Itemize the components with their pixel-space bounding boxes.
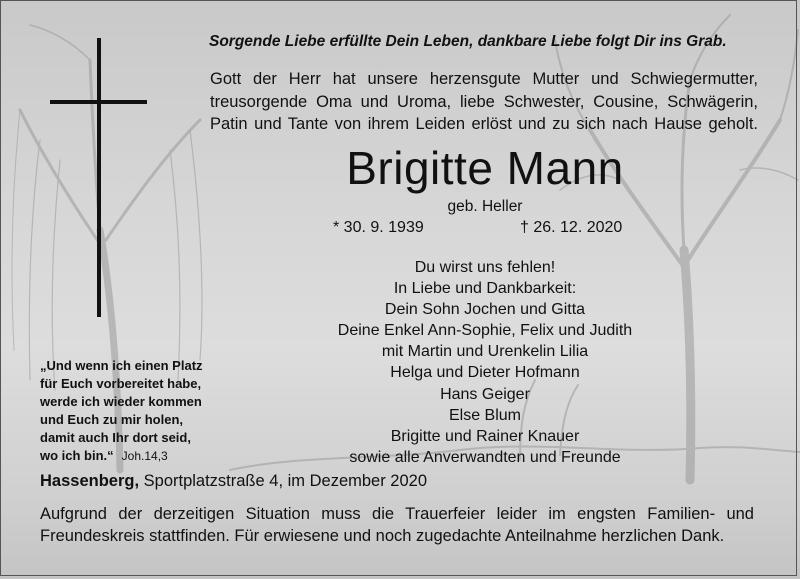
bible-verse	[40, 357, 210, 465]
verse-line: und Euch zu mir holen,	[40, 412, 183, 427]
town-name: Hassenberg,	[40, 472, 140, 490]
motto: Sorgende Liebe erfüllte Dein Leben, dankbare Liebe folgt Dir ins Grab.	[209, 33, 727, 50]
maiden-name: geb. Heller	[447, 198, 523, 215]
mourner-line: Deine Enkel Ann-Sophie, Felix und Judith	[337, 322, 633, 340]
address-and-date: Sportplatzstraße 4, im Dezember 2020	[143, 472, 428, 490]
mourner-line: In Liebe und Dankbarkeit:	[393, 280, 577, 298]
verse-reference: Joh.14,3	[121, 449, 168, 463]
mourners-list	[300, 257, 670, 468]
mourner-line: Brigitte und Rainer Knauer	[390, 427, 580, 445]
verse-line: damit auch Ihr dort seid,	[40, 430, 191, 445]
verse-line: werde ich wieder kommen	[40, 394, 202, 409]
intro-line: Gott der Herr hat unsere herzensgute Mutter und Schwiegermutter,	[210, 70, 758, 88]
birth-date: * 30. 9. 1939	[333, 219, 424, 236]
mourner-line: Helga und Dieter Hofmann	[390, 364, 580, 382]
verse-line: „Und wenn ich einen Platz	[40, 358, 203, 373]
deceased-name: Brigitte Mann	[346, 142, 624, 194]
mourner-line: Dein Sohn Jochen und Gitta	[384, 301, 586, 319]
death-date: † 26. 12. 2020	[520, 219, 623, 236]
intro-line: Patin und Tante von ihrem Leiden erlöst und zu sich nach Hause geholt.	[210, 115, 758, 133]
place-and-date	[40, 472, 427, 491]
mourner-line: Hans Geiger	[440, 385, 530, 403]
mourner-line: sowie alle Anverwandten und Freunde	[349, 448, 621, 466]
verse-line: wo ich bin.“	[40, 448, 114, 463]
closing-line: Freundeskreis stattfinden. Für erwiesene und noch zugedachte Anteilnahme herzlichen Dank.	[40, 527, 725, 545]
closing-line: Aufgrund der derzeitigen Situation muss die Trauerfeier leider im engsten Familien- und	[40, 505, 754, 523]
intro-line: treusorgende Oma und Uroma, liebe Schwester, Cousine, Schwägerin,	[210, 92, 758, 111]
mourner-line: Du wirst uns fehlen!	[414, 259, 556, 276]
closing-text	[40, 503, 760, 547]
mourner-line: mit Martin und Urenkelin Lilia	[381, 343, 589, 361]
mourner-line: Else Blum	[448, 406, 522, 424]
verse-line: für Euch vorbereitet habe,	[40, 376, 202, 391]
intro-text	[210, 68, 758, 136]
